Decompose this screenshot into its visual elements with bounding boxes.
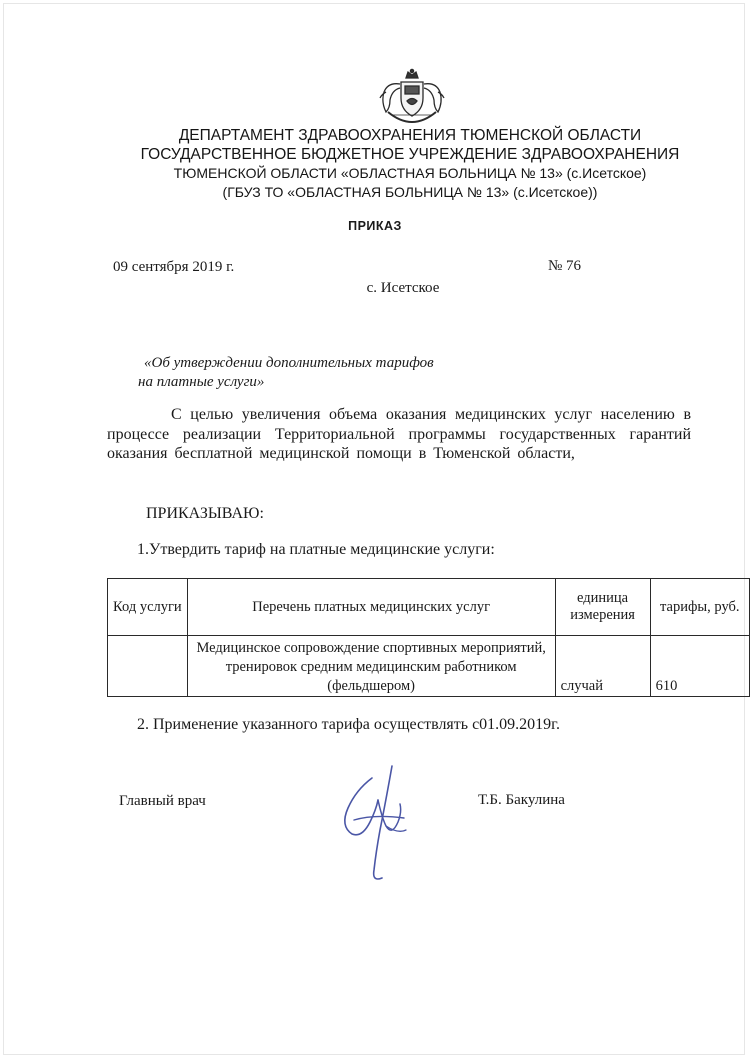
header-line-1: ДЕПАРТАМЕНТ ЗДРАВООХРАНЕНИЯ ТЮМЕНСКОЙ ОБЛАСТИ	[178, 127, 642, 144]
header-line-3: ТЮМЕНСКОЙ ОБЛАСТИ «ОБЛАСТНАЯ БОЛЬНИЦА № 13» (с.Исетское)	[173, 165, 647, 181]
header-line-2: ГОСУДАРСТВЕННОЕ БЮДЖЕТНОЕ УЧРЕЖДЕНИЕ ЗДРАВООХРАНЕНИЯ	[140, 146, 680, 163]
organization-header	[100, 126, 720, 202]
subject-line-2: на платные услуги»	[138, 374, 265, 390]
header-price: тарифы, руб.	[650, 579, 749, 636]
signatory-name: Т.Б. Бакулина	[478, 792, 565, 808]
order-directive: ПРИКАЗЫВАЮ:	[146, 505, 264, 522]
cell-price: 610	[650, 636, 749, 697]
order-number: № 76	[548, 258, 582, 274]
cell-service: Медицинское сопровождение спортивных мероприятий, тренировок средним медицинским работником (фельдшером)	[187, 636, 555, 697]
item-2: 2. Применение указанного тарифа осуществлять с01.09.2019г.	[137, 716, 560, 733]
header-code: Код услуги	[108, 579, 188, 636]
order-place: с. Исетское	[366, 280, 440, 296]
preamble-paragraph: С целью увеличения объема оказания медицинских услуг населению в процессе реализации Территориальной программы государственных гарантий оказания бесплатной медицинской помощи в Тюменской области,	[107, 406, 691, 462]
signatory-title: Главный врач	[119, 793, 206, 809]
handwritten-signature	[328, 760, 418, 888]
header-service: Перечень платных медицинских услуг	[187, 579, 555, 636]
table-header-row	[108, 579, 750, 636]
header-unit: единица измерения	[555, 579, 650, 636]
order-date: 09 сентября 2019 г.	[113, 259, 235, 275]
tariff-table	[107, 578, 750, 697]
subject-line-1: «Об утверждении дополнительных тарифов	[144, 355, 434, 371]
cell-code	[108, 636, 188, 697]
table-row	[108, 636, 750, 697]
item-1: 1.Утвердить тариф на платные медицинские услуги:	[137, 541, 495, 558]
coat-of-arms-icon	[376, 68, 448, 126]
header-line-4: (ГБУЗ ТО «ОБЛАСТНАЯ БОЛЬНИЦА № 13» (с.Исетское))	[222, 184, 598, 200]
order-subject	[138, 354, 498, 392]
document-type: ПРИКАЗ	[348, 219, 402, 233]
cell-unit: случай	[555, 636, 650, 697]
